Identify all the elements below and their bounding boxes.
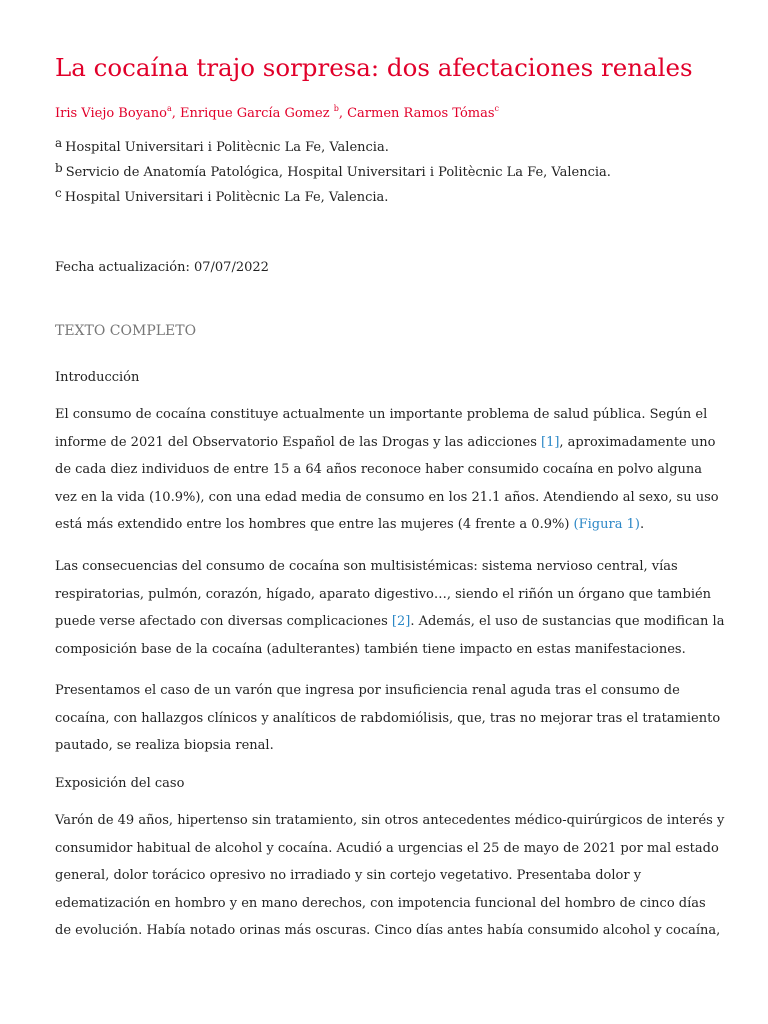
author-affiliation-mark: b	[333, 104, 339, 113]
paragraph-text: .	[639, 517, 645, 532]
reference-link-2[interactable]: [2]	[391, 614, 411, 629]
author-list	[55, 104, 499, 121]
author-link[interactable]: Enrique García Gomez	[180, 106, 334, 121]
paragraph-text: . Además, el uso de sustancias que modifican la composición base de la cocaína (adulterantes) también tiene impacto en estas manifestaciones.	[55, 614, 725, 657]
update-date: Fecha actualización: 07/07/2022	[55, 260, 269, 275]
intro-paragraph-2	[55, 553, 725, 663]
author-separator: ,	[171, 106, 181, 121]
paragraph-text: , aproximadamente uno de cada diez individuos de entre 15 a 64 años reconoce haber consumido cocaína en polvo alguna vez en la vida (10.9%), con una edad media de consumo en los 21.1 años. Atendiendo al sexo, su uso está más extendido entre los hombres que entre las mujeres (4 frente a 0.9%)	[55, 434, 719, 532]
affiliation-mark: b	[55, 161, 63, 175]
author-affiliation-mark: c	[494, 104, 500, 113]
affiliation-item	[55, 161, 611, 180]
affiliation-text: Servicio de Anatomía Patológica, Hospital Universitari i Politècnic La Fe, Valencia.	[65, 165, 611, 180]
article-title: La cocaína trajo sorpresa: dos afectaciones renales	[55, 53, 693, 82]
case-paragraph-1: Varón de 49 años, hipertenso sin tratamiento, sin otros antecedentes médico-quirúrgicos de interés y consumidor habitual de alcohol y cocaína. Acudió a urgencias el 25 de mayo de 2021 por mal estado general, dolor torácico opresivo no irradiado y sin cortejo vegetativo. Presentaba dolor y edematización en hombro y en mano derechos, con impotencia funcional del hombro de cinco días de evolución. Había notado orinas más oscuras. Cinco días antes había consumido alcohol y cocaína,	[55, 813, 725, 938]
author-link[interactable]: Carmen Ramos Tómas	[347, 106, 495, 121]
author-separator: ,	[338, 106, 348, 121]
intro-paragraph-1	[55, 401, 725, 539]
affiliation-mark: c	[55, 186, 62, 200]
paragraph-text: El consumo de cocaína constituye actualmente un importante problema de salud pública. Según el informe de 2021 del Observatorio Español de las Drogas y las adicciones	[55, 407, 708, 450]
affiliation-item	[55, 136, 389, 155]
case-exposition-heading: Exposición del caso	[55, 776, 185, 791]
intro-paragraph-3: Presentamos el caso de un varón que ingresa por insuficiencia renal aguda tras el consumo de cocaína, con hallazgos clínicos y analíticos de rabdomiólisis, que, tras no mejorar tras el tratamiento pautado, se realiza biopsia renal.	[55, 683, 721, 753]
paragraph-text: Las consecuencias del consumo de cocaína son multisistémicas: sistema nervioso central, vías respiratorias, pulmón, corazón, hígado, aparato digestivo…, siendo el riñón un órgano que también puede verse afectado con diversas complicaciones	[55, 559, 712, 629]
author-link[interactable]: Iris Viejo Boyano	[55, 106, 167, 121]
affiliation-mark: a	[55, 136, 63, 150]
reference-link-1[interactable]: [1]	[541, 434, 560, 450]
affiliation-text: Hospital Universitari i Politècnic La Fe, Valencia.	[65, 140, 389, 155]
affiliation-item	[55, 186, 388, 205]
figure-1-link[interactable]: (Figura 1)	[573, 517, 640, 532]
author-affiliation-mark: a	[167, 104, 172, 113]
affiliation-text: Hospital Universitari i Politècnic La Fe, Valencia.	[64, 190, 389, 205]
introduction-heading: Introducción	[55, 370, 140, 385]
full-text-section-label: TEXTO COMPLETO	[55, 323, 197, 339]
